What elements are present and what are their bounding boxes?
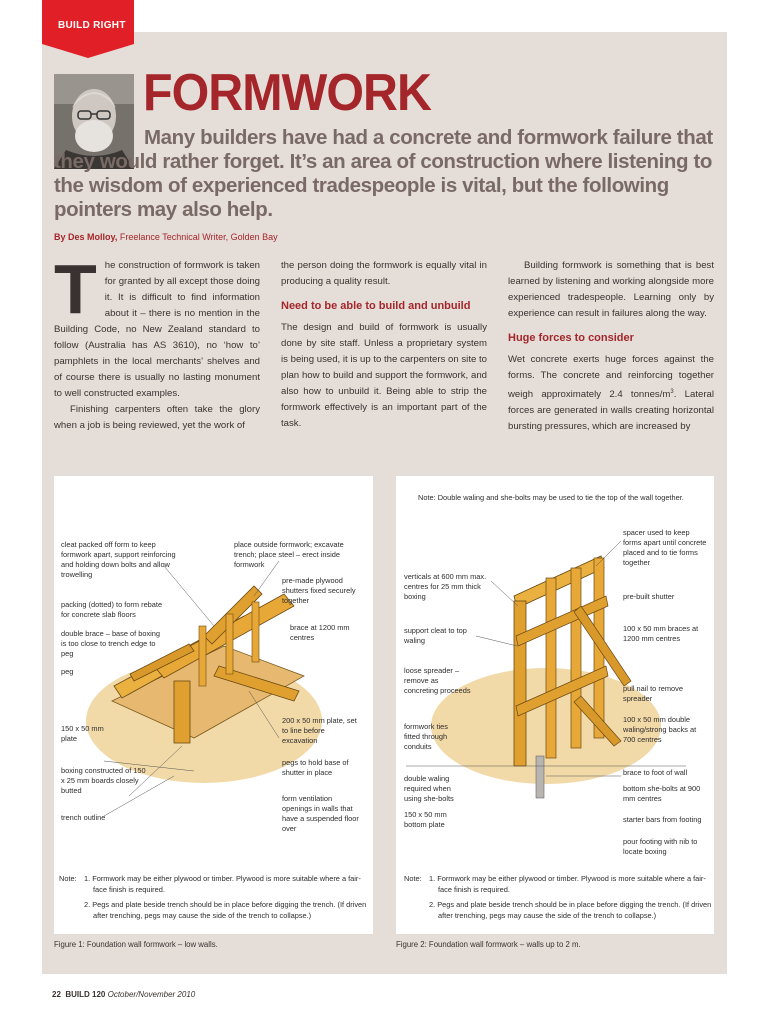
fig2-label-verticals: verticals at 600 mm max. centres for 25 mm thick boxing — [404, 572, 487, 601]
section-tab-label: BUILD RIGHT — [58, 20, 126, 31]
body-column-1 — [54, 250, 260, 434]
byline-author: By Des Molloy, — [54, 232, 118, 242]
col3-paragraph-2-text-a: Wet concrete exerts huge forces against the forms. The concrete and reinforcing together weigh approximately 2.4 tonnes/m — [508, 354, 714, 401]
fig2-label-braces: 100 x 50 mm braces at 1200 mm centres — [623, 624, 699, 643]
fig2-note-2: 2. Pegs and plate beside trench should be in place before digging the trench. (If driven after trenching, pegs may cause the side of the trench to collapse.) — [429, 900, 712, 920]
fig2-label-ties: formwork ties fitted through conduits — [404, 722, 448, 751]
fig2-note-label: Note: — [404, 874, 422, 883]
fig1-label-pegs: pegs to hold base of shutter in place — [282, 758, 349, 777]
fig1-label-place-outside: place outside formwork; excavate trench; place steel – erect inside formwork — [234, 540, 344, 569]
fig1-note-2: 2. Pegs and plate beside trench should be in place before digging the trench. (If driven after trenching, pegs may cause the side of the trench to collapse.) — [84, 900, 367, 920]
fig1-label-trench: trench outline — [61, 813, 106, 822]
page-title: FORMWORK — [143, 64, 432, 122]
fig1-label-boxing: boxing constructed of 150 x 25 mm boards closely butted — [61, 766, 146, 795]
col3-paragraph-2-text-b: . Lateral forces are generated in walls creating horizontal bursting pressures, which are increased by — [508, 389, 714, 433]
col2-paragraph-1: the person doing the formwork is equally vital in producing a quality result. — [281, 260, 487, 287]
fig2-label-pull-nail: pull nail to remove spreader — [623, 684, 683, 703]
fig2-label-double-waling: double waling required when using she-bolts — [404, 774, 454, 803]
fig2-label-double-waling-backs: 100 x 50 mm double waling/strong backs at 700 centres — [623, 715, 697, 744]
byline — [54, 232, 278, 242]
col2-paragraph-2: The design and build of formwork is usually done by site staff. Unless a proprietary system is being used, it is up to the carpenters on site to plan how to build and support the formwork, and also how to unbuild it. Being able to strip the formwork effectively is an important part of the task. — [281, 322, 487, 429]
fig2-label-pre-built: pre-built shutter — [623, 592, 675, 601]
fig1-label-double-brace: double brace – base of boxing is too close to trench edge to peg — [61, 629, 161, 658]
fig2-label-footing: pour footing with nib to locate boxing — [623, 837, 698, 856]
figure-2-caption: Figure 2: Foundation wall formwork – walls up to 2 m. — [396, 940, 581, 949]
fig1-label-packing: packing (dotted) to form rebate for concrete slab floors — [61, 600, 163, 619]
fig1-label-ventilation: form ventilation openings in walls that have a suspended floor over — [282, 794, 359, 833]
fig2-label-she-bolts: bottom she-bolts at 900 mm centres — [623, 784, 701, 803]
body-column-2 — [281, 258, 487, 432]
intro-standfirst — [54, 126, 714, 222]
fig2-label-bottom-plate: 150 x 50 mm bottom plate — [404, 810, 447, 829]
body-column-3 — [508, 258, 714, 435]
fig1-label-shutters: pre-made plywood shutters fixed securely together — [282, 576, 356, 605]
page-number: 22 — [52, 990, 61, 999]
fig2-note-1: 1. Formwork may be either plywood or timber. Plywood is more suitable where a fair-face finish is required. — [429, 874, 706, 894]
magazine-issue: BUILD 120 — [65, 990, 106, 999]
byline-role: Freelance Technical Writer, Golden Bay — [119, 232, 278, 242]
drop-cap: T — [54, 250, 97, 328]
col3-superscript: 3 — [670, 389, 674, 395]
page-footer — [52, 990, 195, 999]
col3-paragraph-2 — [508, 352, 714, 435]
col2-heading: Need to be able to build and unbuild — [281, 300, 471, 312]
fig2-label-brace-foot: brace to foot of wall — [623, 768, 688, 777]
issue-date: October/November 2010 — [107, 990, 196, 999]
fig2-label-support-cleat: support cleat to top waling — [404, 626, 467, 645]
fig1-label-cleat: cleat packed off form to keep formwork apart, support reinforcing and holding down bolts and allow trowelling — [61, 540, 176, 579]
figure-1-caption: Figure 1: Foundation wall formwork – low walls. — [54, 940, 218, 949]
figure-1 — [54, 476, 373, 934]
fig1-label-brace: brace at 1200 mm centres — [290, 623, 350, 642]
fig1-label-200-plate: 200 x 50 mm plate, set to line before excavation — [282, 716, 357, 745]
fig2-label-spacer: spacer used to keep forms apart until concrete placed and to tie forms together — [623, 528, 707, 567]
col3-paragraph-1: Building formwork is something that is best learned by listening and working alongside more experienced tradespeople. Learning only by experience can result in failures along the way. — [508, 260, 714, 319]
fig1-label-plate: 150 x 50 mm plate — [61, 724, 104, 743]
col1-paragraph-2: Finishing carpenters often take the glory when a job is being reviewed, yet the work of — [54, 404, 260, 431]
fig1-label-peg: peg — [61, 667, 74, 676]
col3-heading: Huge forces to consider — [508, 332, 634, 344]
col1-paragraph-1: he construction of formwork is taken for granted by all except those doing it. It is difficult to find information about it – there is no mention in the Building Code, no New Zealand standard to follow (Australia has AS 3610), no ‘how to’ pamphlets in the local merchants’ shelves and of course there is usually no lasting monument to well constructed examples. — [54, 260, 260, 399]
figure-2 — [396, 476, 714, 934]
fig1-note-label: Note: — [59, 874, 77, 883]
fig2-top-note: Note: Double waling and she-bolts may be used to tie the top of the wall together. — [418, 493, 684, 502]
fig1-note-1: 1. Formwork may be either plywood or timber. Plywood is more suitable where a fair-face finish is required. — [84, 874, 361, 894]
section-tab-point — [42, 44, 134, 58]
fig2-label-starter-bars: starter bars from footing — [623, 815, 702, 824]
intro-text: Many builders have had a concrete and formwork failure that they would rather forget. It’s an area of construction where listening to the wisdom of experienced tradespeople is vital, but the following pointers may also help. — [54, 126, 713, 221]
fig2-label-spreader: loose spreader – remove as concreting proceeds — [404, 666, 471, 695]
